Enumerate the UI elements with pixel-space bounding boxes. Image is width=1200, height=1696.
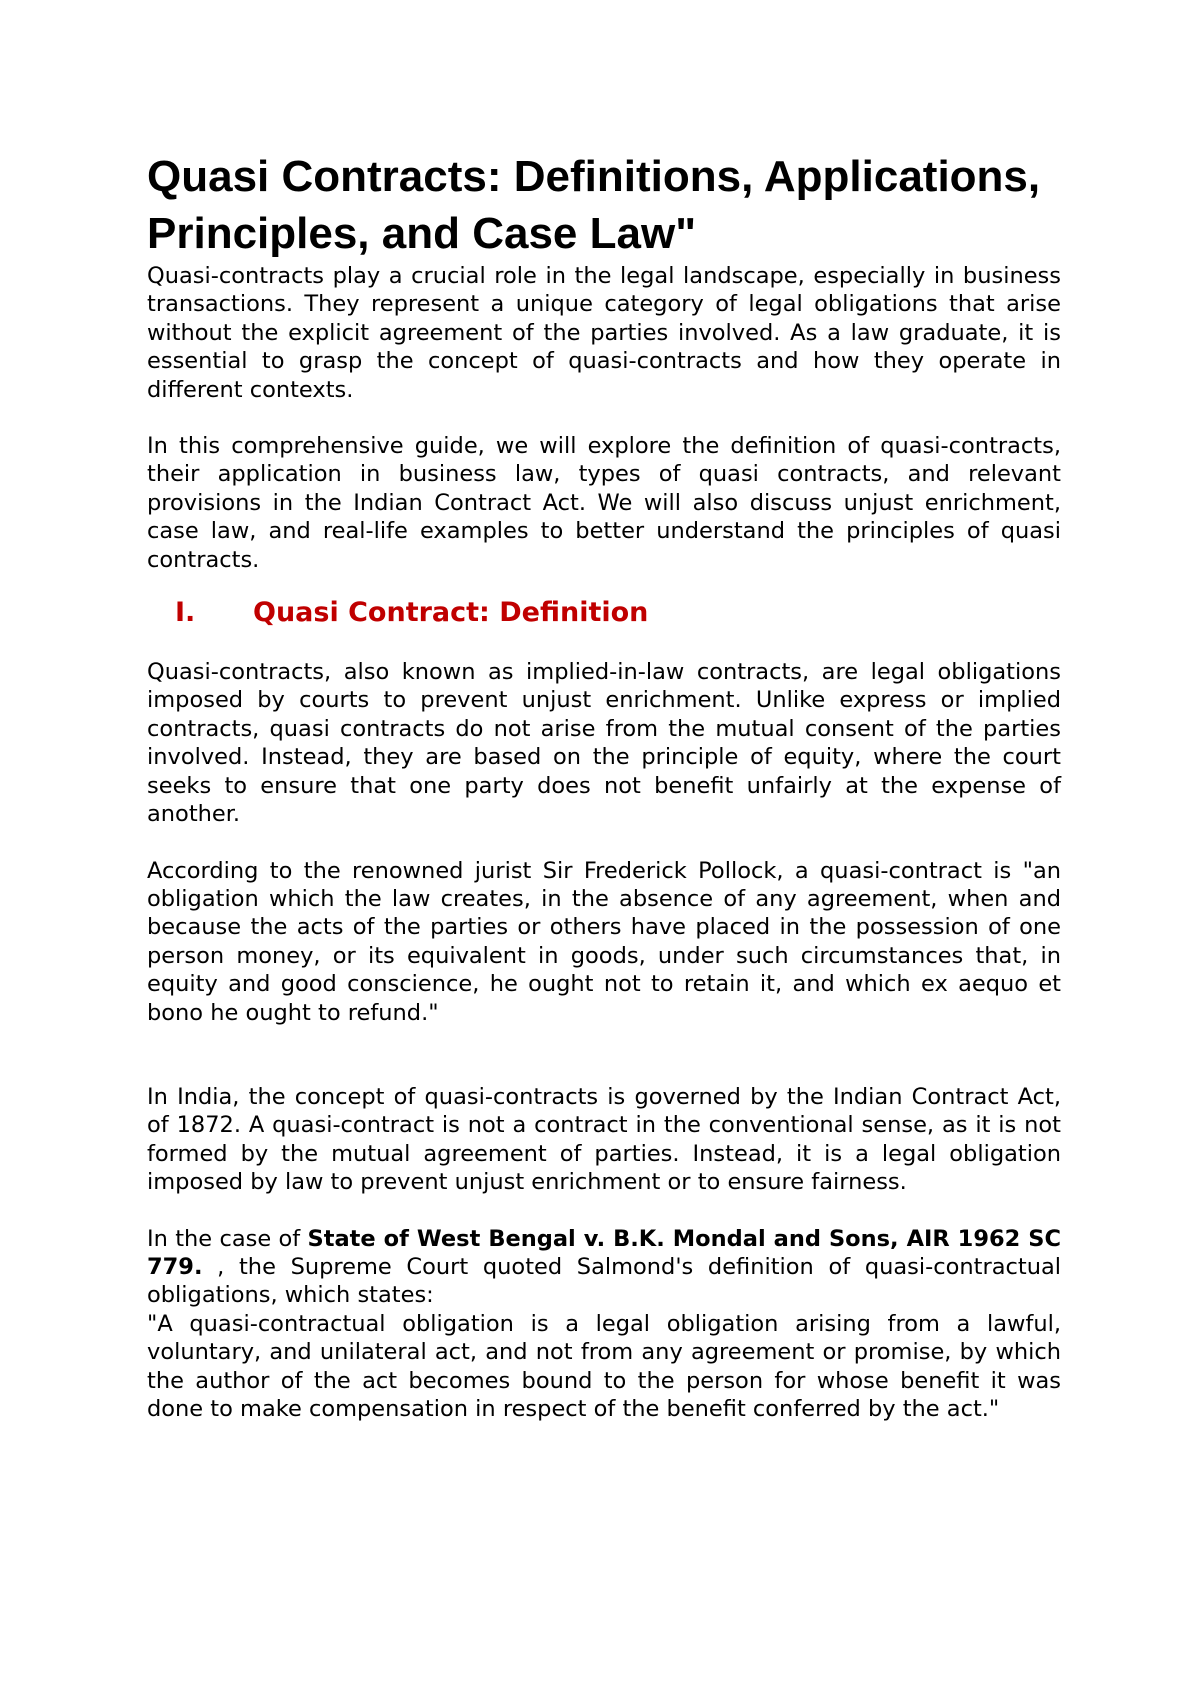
definition-paragraph-1: Quasi-contracts, also known as implied-in-law contracts, are legal obligations imposed by courts to prevent unjust enrichment. Unlike express or implied contracts, quasi contracts do not arise from the mutual consent of the parties involved. Instead, they are based on the principle of equity, where the court seeks to ensure that one party does not benefit unfairly at the expense of another. (147, 659, 1061, 828)
india-paragraph: In India, the concept of quasi-contracts is governed by the Indian Contract Act, of 1872. A quasi-contract is not a contract in the conventional sense, as it is not formed by the mutual agreement of parties. Instead, it is a legal obligation imposed by law to prevent unjust enrichment or to ensure fairness. (147, 1083, 1061, 1196)
case-paragraph (147, 1225, 1061, 1310)
salmond-quote-paragraph: "A quasi-contractual obligation is a legal obligation arising from a lawful, voluntary, and unilateral act, and not from any agreement or promise, by which the author of the act becomes bound to the person for whose benefit it was done to make compensation in respect of the benefit conferred by the act." (147, 1310, 1061, 1422)
document-page (147, 148, 1061, 1423)
case-suffix: , the Supreme Court quoted Salmond's definition of quasi-contractual obligations, which states: (147, 1253, 1061, 1309)
intro-paragraph-1: Quasi-contracts play a crucial role in the legal landscape, especially in business transactions. They represent a unique category of legal obligations that arise without the explicit agreement of the parties involved. As a law graduate, it is essential to grasp the concept of quasi-contracts and how they operate in different contexts. (147, 263, 1061, 403)
section-heading-definition (147, 596, 1061, 630)
case-citation: State of West Bengal v. B.K. Mondal and Sons, AIR 1962 SC 779. (147, 1225, 1062, 1280)
section-number: I. (175, 597, 196, 629)
pollock-quote-paragraph: According to the renowned jurist Sir Frederick Pollock, a quasi-contract is "an obligation which the law creates, in the absence of any agreement, when and because the acts of the parties or others have placed in the possession of one person money, or its equivalent in goods, under such circumstances that, in equity and good conscience, he ought not to retain it, and which ex aequo et bono he ought to refund." (147, 857, 1061, 1026)
case-prefix: In the case of (147, 1225, 308, 1252)
document-title: Quasi Contracts: Definitions, Applications, Principles, and Case Law" (147, 152, 1041, 258)
section-heading-text: Quasi Contract: Definition (253, 597, 649, 629)
intro-paragraph-2: In this comprehensive guide, we will explore the definition of quasi-contracts, their application in business law, types of quasi contracts, and relevant provisions in the Indian Contract Act. We will also discuss unjust enrichment, case law, and real-life examples to better understand the principles of quasi contracts. (147, 433, 1061, 573)
